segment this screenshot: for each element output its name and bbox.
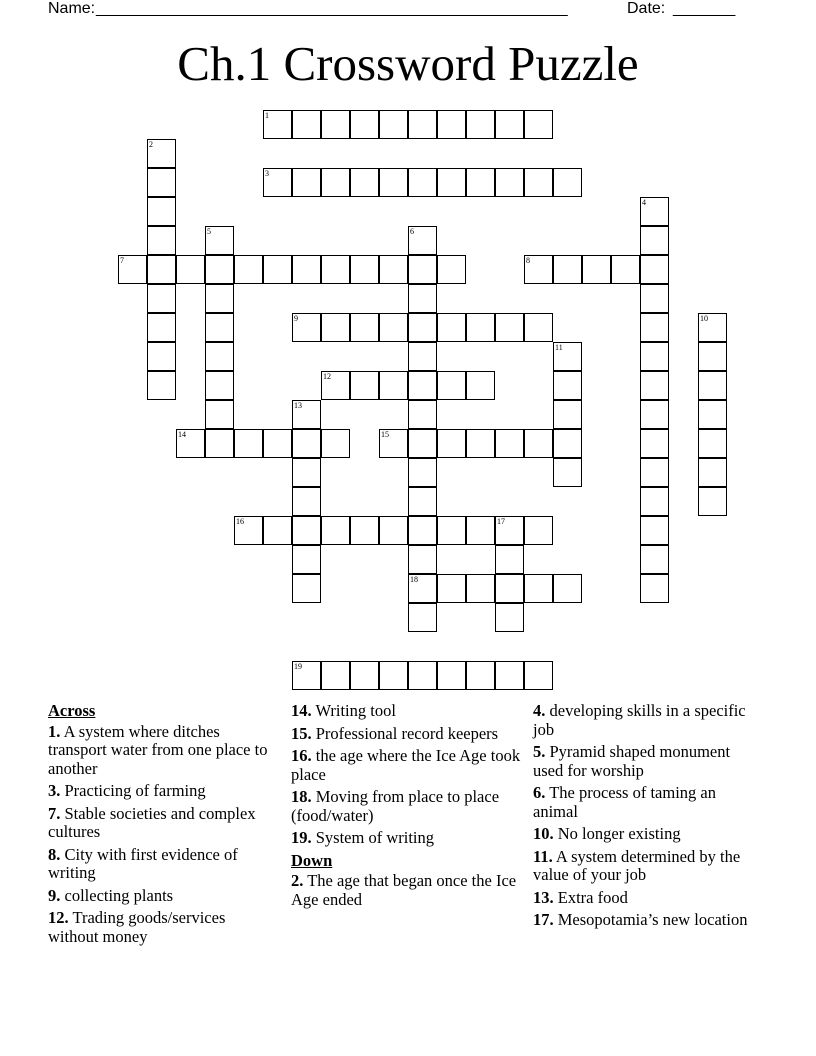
crossword-cell[interactable] <box>379 255 408 284</box>
clue-text: No longer existing <box>553 824 681 843</box>
crossword-cell[interactable] <box>437 516 466 545</box>
crossword-cell[interactable] <box>466 429 495 458</box>
clue-item <box>533 889 763 908</box>
crossword-cell[interactable] <box>321 313 350 342</box>
crossword-cell[interactable] <box>147 168 176 197</box>
crossword-cell[interactable] <box>379 661 408 690</box>
crossword-cell[interactable] <box>466 661 495 690</box>
crossword-cell[interactable] <box>466 110 495 139</box>
crossword-cell[interactable] <box>408 284 437 313</box>
crossword-cell[interactable] <box>205 429 234 458</box>
clue-text: Pyramid shaped monument used for worship <box>533 742 731 780</box>
crossword-cell[interactable] <box>408 110 437 139</box>
crossword-cell[interactable] <box>524 313 553 342</box>
crossword-cell[interactable] <box>524 516 553 545</box>
crossword-cell[interactable] <box>379 168 408 197</box>
crossword-cell[interactable] <box>263 168 292 197</box>
crossword-cell[interactable] <box>147 255 176 284</box>
crossword-cell[interactable] <box>495 516 524 545</box>
clue-item <box>48 782 278 801</box>
crossword-cell[interactable] <box>379 313 408 342</box>
clue-number: 15. <box>291 723 312 743</box>
crossword-cell[interactable] <box>408 603 437 632</box>
crossword-cell[interactable] <box>640 371 669 400</box>
cell-number: 10 <box>700 314 708 323</box>
cell-number: 12 <box>323 372 331 381</box>
cell-number: 18 <box>410 575 418 584</box>
crossword-cell[interactable] <box>640 574 669 603</box>
crossword-cell[interactable] <box>495 429 524 458</box>
clue-item <box>533 848 763 885</box>
crossword-cell[interactable] <box>292 110 321 139</box>
crossword-cell[interactable] <box>176 255 205 284</box>
crossword-cell[interactable] <box>640 429 669 458</box>
clue-text: Stable societies and complex cultures <box>48 803 256 841</box>
crossword-cell[interactable] <box>408 429 437 458</box>
crossword-cell[interactable] <box>698 342 727 371</box>
clue-item <box>48 909 278 946</box>
cell-number: 7 <box>120 256 124 265</box>
crossword-cell[interactable] <box>292 516 321 545</box>
crossword-cell[interactable] <box>640 545 669 574</box>
crossword-cell[interactable] <box>234 429 263 458</box>
crossword-cell[interactable] <box>205 255 234 284</box>
crossword-cell[interactable] <box>437 371 466 400</box>
crossword-cell[interactable] <box>553 168 582 197</box>
crossword-cell[interactable] <box>379 516 408 545</box>
crossword-cell[interactable] <box>292 574 321 603</box>
clue-item <box>291 725 521 744</box>
crossword-cell[interactable] <box>408 168 437 197</box>
crossword-cell[interactable] <box>205 226 234 255</box>
crossword-cell[interactable] <box>466 371 495 400</box>
crossword-cell[interactable] <box>205 371 234 400</box>
crossword-cell[interactable] <box>205 342 234 371</box>
crossword-cell[interactable] <box>321 516 350 545</box>
header <box>0 0 816 20</box>
crossword-cell[interactable] <box>408 458 437 487</box>
crossword-cell[interactable] <box>524 661 553 690</box>
crossword-cell[interactable] <box>379 371 408 400</box>
clue-text: Trading goods/services without money <box>48 908 226 946</box>
crossword-cell[interactable] <box>350 661 379 690</box>
clue-number: 7. <box>48 803 61 823</box>
crossword-cell[interactable] <box>698 400 727 429</box>
clue-number: 18. <box>291 787 312 806</box>
cell-number: 8 <box>526 256 530 265</box>
clue-text: Writing tool <box>311 701 396 720</box>
down-clue-list-continued <box>533 702 763 930</box>
crossword-cell[interactable] <box>524 255 553 284</box>
cell-number: 14 <box>178 430 186 439</box>
crossword-cell[interactable] <box>437 255 466 284</box>
page-title: Ch.1 Crossword Puzzle <box>177 36 639 91</box>
clue-text: developing skills in a specific job <box>533 701 746 739</box>
crossword-cell[interactable] <box>350 313 379 342</box>
crossword-cell[interactable] <box>263 516 292 545</box>
clue-text: Professional record keepers <box>311 723 499 743</box>
crossword-cell[interactable] <box>292 661 321 690</box>
clue-item <box>533 825 763 844</box>
crossword-cell[interactable] <box>263 255 292 284</box>
clue-item <box>48 846 278 883</box>
crossword-cell[interactable] <box>495 545 524 574</box>
crossword-cell[interactable] <box>408 661 437 690</box>
crossword-cell[interactable] <box>611 255 640 284</box>
clue-text: Extra food <box>553 887 628 907</box>
crossword-cell[interactable] <box>350 371 379 400</box>
crossword-cell[interactable] <box>147 313 176 342</box>
crossword-cell[interactable] <box>292 313 321 342</box>
clue-number: 9. <box>48 885 61 905</box>
clue-number: 3. <box>48 781 61 800</box>
clue-number: 14. <box>291 701 312 720</box>
crossword-cell[interactable] <box>379 110 408 139</box>
clue-item <box>291 872 521 909</box>
crossword-cell[interactable] <box>698 487 727 516</box>
crossword-cell[interactable] <box>205 284 234 313</box>
clue-text: The age that began once the Ice Age ended <box>291 871 517 909</box>
cell-number: 19 <box>294 662 302 671</box>
clue-item <box>291 829 521 848</box>
crossword-cell[interactable] <box>147 226 176 255</box>
clue-number: 1. <box>48 721 61 741</box>
clue-number: 5. <box>533 742 546 761</box>
crossword-cell[interactable] <box>263 110 292 139</box>
crossword-cell[interactable] <box>553 574 582 603</box>
crossword-cell[interactable] <box>408 255 437 284</box>
crossword-cell[interactable] <box>321 429 350 458</box>
crossword-cell[interactable] <box>640 516 669 545</box>
crossword-cell[interactable] <box>466 313 495 342</box>
crossword-cell[interactable] <box>205 400 234 429</box>
crossword-cell[interactable] <box>321 168 350 197</box>
clue-text: the age where the Ice Age took place <box>291 746 521 784</box>
cell-number: 11 <box>555 343 563 352</box>
cell-number: 17 <box>497 517 505 526</box>
crossword-cell[interactable] <box>553 342 582 371</box>
clue-number: 10. <box>533 824 554 843</box>
clue-text: City with first evidence of writing <box>48 844 238 882</box>
clues-column-1 <box>48 702 278 950</box>
crossword-cell[interactable] <box>553 458 582 487</box>
crossword-cell[interactable] <box>495 110 524 139</box>
crossword-cell[interactable] <box>176 429 205 458</box>
clue-item <box>291 747 521 784</box>
clue-text: The process of taming an animal <box>533 783 716 821</box>
crossword-cell[interactable] <box>147 371 176 400</box>
crossword-cell[interactable] <box>408 371 437 400</box>
crossword-cell[interactable] <box>379 429 408 458</box>
crossword-cell[interactable] <box>698 313 727 342</box>
crossword-cell[interactable] <box>350 168 379 197</box>
clue-number: 11. <box>533 846 553 866</box>
crossword-cell[interactable] <box>640 226 669 255</box>
clue-text: Moving from place to place (food/water) <box>291 787 500 825</box>
cell-number: 16 <box>236 517 244 526</box>
clue-item <box>291 788 521 825</box>
crossword-cell[interactable] <box>524 429 553 458</box>
clue-text: A system where ditches transport water from one place to another <box>48 721 268 778</box>
crossword-cell[interactable] <box>437 313 466 342</box>
cell-number: 4 <box>642 198 646 207</box>
cell-number: 6 <box>410 227 414 236</box>
crossword-cell[interactable] <box>524 574 553 603</box>
cell-number: 2 <box>149 140 153 149</box>
crossword-cell[interactable] <box>321 110 350 139</box>
crossword-cell[interactable] <box>698 371 727 400</box>
crossword-cell[interactable] <box>495 661 524 690</box>
across-clue-list-continued <box>291 702 521 848</box>
crossword-cell[interactable] <box>640 313 669 342</box>
crossword-cell[interactable] <box>292 458 321 487</box>
crossword-cell[interactable] <box>553 400 582 429</box>
crossword-cell[interactable] <box>408 545 437 574</box>
across-clue-list <box>48 723 278 947</box>
crossword-cell[interactable] <box>437 429 466 458</box>
clue-number: 13. <box>533 887 554 907</box>
crossword-cell[interactable] <box>437 661 466 690</box>
clue-item <box>533 784 763 821</box>
crossword-cell[interactable] <box>408 342 437 371</box>
crossword-cell[interactable] <box>640 487 669 516</box>
clue-number: 8. <box>48 844 61 864</box>
crossword-cell[interactable] <box>640 458 669 487</box>
date-field[interactable]: _______ <box>673 0 736 17</box>
clue-item <box>533 911 763 930</box>
clue-text: collecting plants <box>60 885 174 905</box>
crossword-cell[interactable] <box>263 429 292 458</box>
crossword-cell[interactable] <box>147 342 176 371</box>
crossword-cell[interactable] <box>408 313 437 342</box>
crossword-cell[interactable] <box>524 168 553 197</box>
crossword-cell[interactable] <box>350 255 379 284</box>
crossword-cell[interactable] <box>553 255 582 284</box>
crossword-cell[interactable] <box>437 168 466 197</box>
crossword-cell[interactable] <box>495 603 524 632</box>
crossword-cell[interactable] <box>408 487 437 516</box>
name-field[interactable]: _____________________________________________________ <box>96 0 568 17</box>
crossword-cell[interactable] <box>350 110 379 139</box>
crossword-cell[interactable] <box>495 168 524 197</box>
crossword-cell[interactable] <box>495 574 524 603</box>
cell-number: 1 <box>265 111 269 120</box>
crossword-cell[interactable] <box>553 371 582 400</box>
crossword-cell[interactable] <box>292 545 321 574</box>
crossword-cell[interactable] <box>292 400 321 429</box>
cell-number: 5 <box>207 227 211 236</box>
crossword-cell[interactable] <box>408 516 437 545</box>
crossword-cell[interactable] <box>408 226 437 255</box>
crossword-cell[interactable] <box>437 574 466 603</box>
crossword-cell[interactable] <box>640 284 669 313</box>
crossword-cell[interactable] <box>234 255 263 284</box>
clue-item <box>533 702 763 739</box>
down-heading: Down <box>291 850 333 870</box>
crossword-cell[interactable] <box>408 574 437 603</box>
clue-item <box>533 743 763 780</box>
crossword-cell[interactable] <box>524 110 553 139</box>
clue-item <box>48 723 278 779</box>
crossword-cell[interactable] <box>466 516 495 545</box>
clues-column-2 <box>291 702 521 913</box>
crossword-cell[interactable] <box>321 255 350 284</box>
clue-item <box>48 887 278 906</box>
crossword-cell[interactable] <box>292 429 321 458</box>
clue-text: System of writing <box>311 828 434 847</box>
crossword-cell[interactable] <box>582 255 611 284</box>
crossword-cell[interactable] <box>698 458 727 487</box>
date-label: Date: <box>627 0 666 17</box>
crossword-cell[interactable] <box>147 139 176 168</box>
crossword-cell[interactable] <box>147 284 176 313</box>
crossword-cell[interactable] <box>466 168 495 197</box>
clue-number: 16. <box>291 746 312 765</box>
crossword-cell[interactable] <box>321 371 350 400</box>
clue-number: 4. <box>533 701 546 720</box>
clue-text: Practicing of farming <box>60 781 206 800</box>
cell-number: 15 <box>381 430 389 439</box>
crossword-cell[interactable] <box>698 429 727 458</box>
clues-column-3 <box>533 702 763 934</box>
cell-number: 13 <box>294 401 302 410</box>
crossword-cell[interactable] <box>292 168 321 197</box>
crossword-cell[interactable] <box>640 342 669 371</box>
crossword-cell[interactable] <box>553 429 582 458</box>
clue-text: Mesopotamia’s new location <box>553 910 748 929</box>
down-clue-list <box>291 872 521 909</box>
crossword-cell[interactable] <box>292 487 321 516</box>
crossword-cell[interactable] <box>640 197 669 226</box>
crossword-cell[interactable] <box>437 110 466 139</box>
crossword-cell[interactable] <box>640 400 669 429</box>
crossword-cell[interactable] <box>292 255 321 284</box>
clue-number: 19. <box>291 828 312 847</box>
across-heading: Across <box>48 701 96 720</box>
clue-number: 17. <box>533 910 554 929</box>
crossword-cell[interactable] <box>205 313 234 342</box>
crossword-cell[interactable] <box>234 516 263 545</box>
crossword-cell[interactable] <box>350 516 379 545</box>
crossword-cell[interactable] <box>408 400 437 429</box>
name-label: Name: <box>48 0 96 17</box>
clue-item <box>291 702 521 721</box>
crossword-cell[interactable] <box>640 255 669 284</box>
crossword-cell[interactable] <box>147 197 176 226</box>
crossword-cell[interactable] <box>466 574 495 603</box>
clue-number: 6. <box>533 783 546 802</box>
crossword-cell[interactable] <box>118 255 147 284</box>
clue-text: A system determined by the value of your job <box>533 846 741 884</box>
clue-item <box>48 805 278 842</box>
clue-number: 2. <box>291 871 304 890</box>
clue-number: 12. <box>48 908 69 927</box>
crossword-cell[interactable] <box>321 661 350 690</box>
cell-number: 9 <box>294 314 298 323</box>
crossword-cell[interactable] <box>495 313 524 342</box>
cell-number: 3 <box>265 169 269 178</box>
